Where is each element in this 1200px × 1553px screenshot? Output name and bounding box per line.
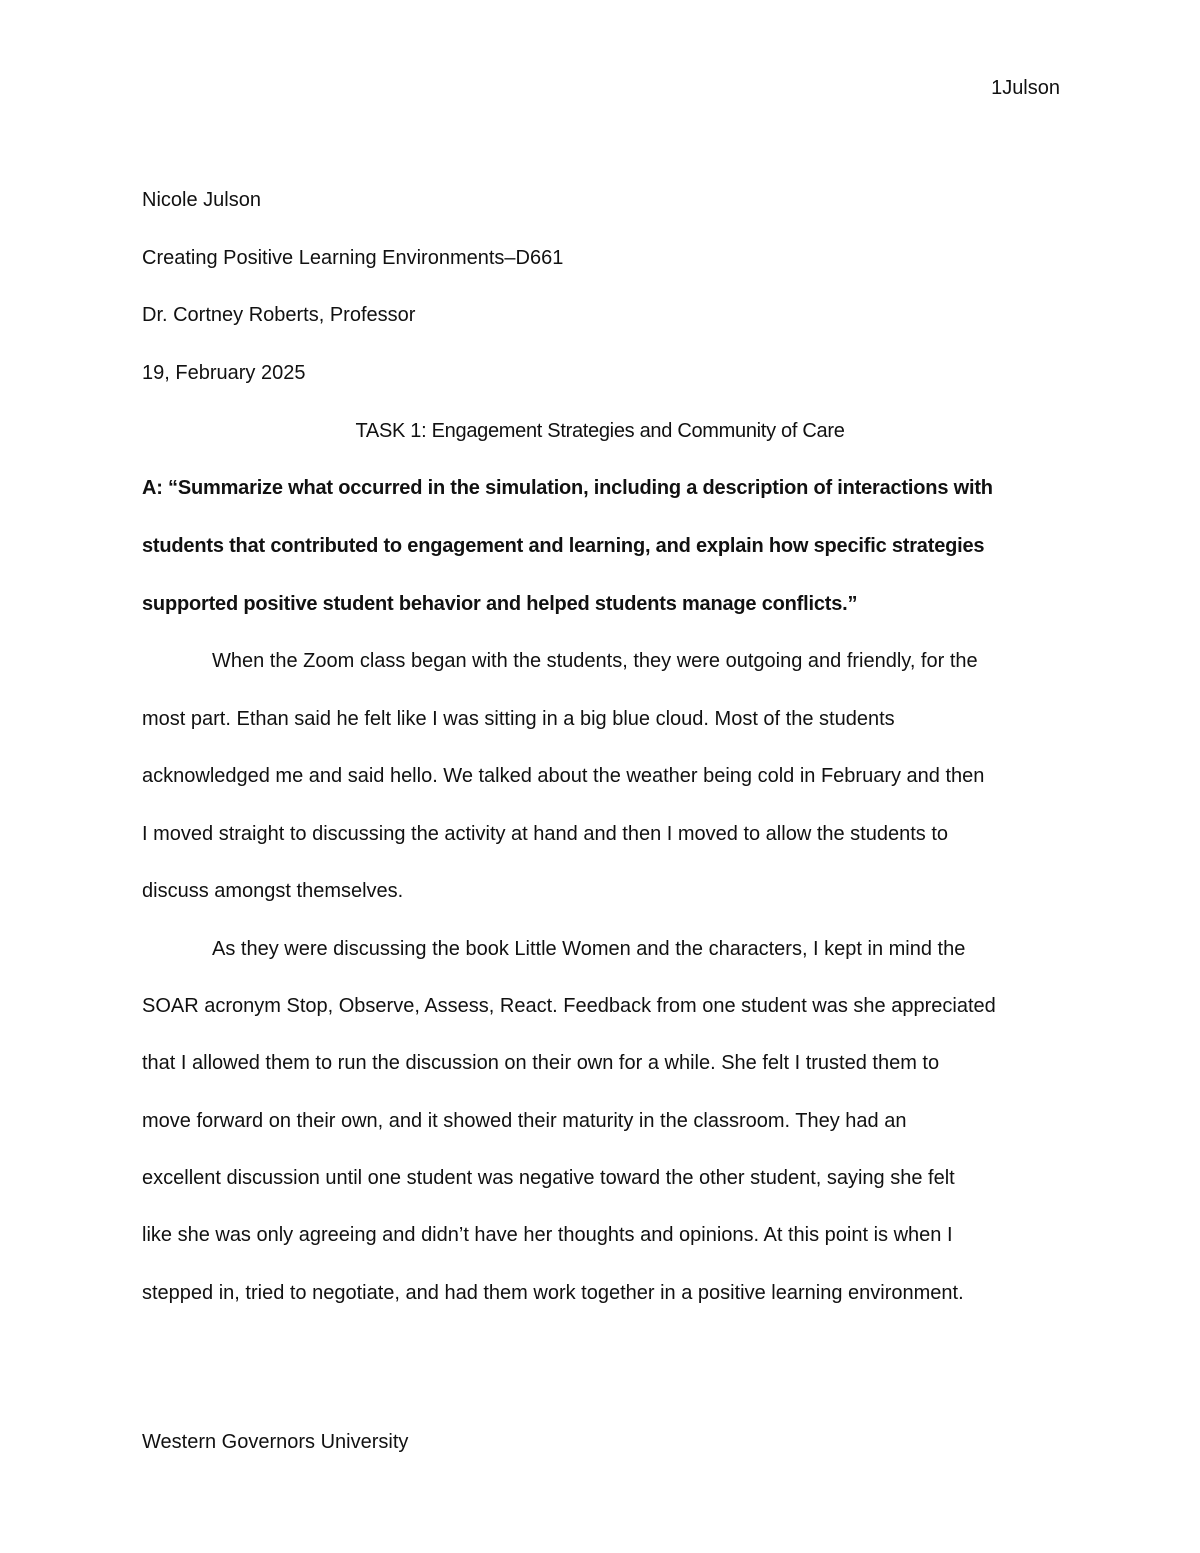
running-head-name: Julson bbox=[1002, 77, 1060, 99]
prompt-line: A: “Summarize what occurred in the simulation, including a description of interactions with bbox=[142, 477, 993, 499]
paragraph-1-line: When the Zoom class began with the students, they were outgoing and friendly, for the bbox=[212, 650, 978, 672]
prompt-line: supported positive student behavior and helped students manage conflicts.” bbox=[142, 593, 858, 615]
author-name: Nicole Julson bbox=[142, 189, 261, 211]
paragraph-2-line: move forward on their own, and it showed their maturity in the classroom. They had an bbox=[142, 1110, 907, 1132]
footer-institution: Western Governors University bbox=[142, 1431, 409, 1453]
paragraph-1-line: acknowledged me and said hello. We talked about the weather being cold in February and then bbox=[142, 765, 985, 787]
running-header bbox=[991, 76, 1060, 100]
paragraph-1-line: discuss amongst themselves. bbox=[142, 880, 404, 902]
page-number: 1 bbox=[991, 77, 1003, 99]
paragraph-1-line: I moved straight to discussing the activity at hand and then I moved to allow the students to bbox=[142, 823, 949, 845]
instructor-name: Dr. Cortney Roberts, Professor bbox=[142, 304, 416, 326]
paragraph-1-line: most part. Ethan said he felt like I was sitting in a big blue cloud. Most of the students bbox=[142, 708, 895, 730]
paragraph-2-line: stepped in, tried to negotiate, and had them work together in a positive learning environment. bbox=[142, 1282, 964, 1304]
course-name: Creating Positive Learning Environments–D661 bbox=[142, 247, 564, 269]
page-title: TASK 1: Engagement Strategies and Community of Care bbox=[355, 420, 845, 442]
prompt-line: students that contributed to engagement and learning, and explain how specific strategies bbox=[142, 535, 985, 557]
paragraph-2-line: As they were discussing the book Little Women and the characters, I kept in mind the bbox=[212, 938, 966, 960]
submission-date: 19, February 2025 bbox=[142, 362, 306, 384]
paragraph-2-line: like she was only agreeing and didn’t have her thoughts and opinions. At this point is when I bbox=[142, 1224, 953, 1246]
paragraph-2-line: that I allowed them to run the discussion on their own for a while. She felt I trusted them to bbox=[142, 1052, 940, 1074]
paragraph-2-line: excellent discussion until one student was negative toward the other student, saying she felt bbox=[142, 1167, 955, 1189]
paragraph-2-line: SOAR acronym Stop, Observe, Assess, React. Feedback from one student was she appreciated bbox=[142, 995, 996, 1017]
